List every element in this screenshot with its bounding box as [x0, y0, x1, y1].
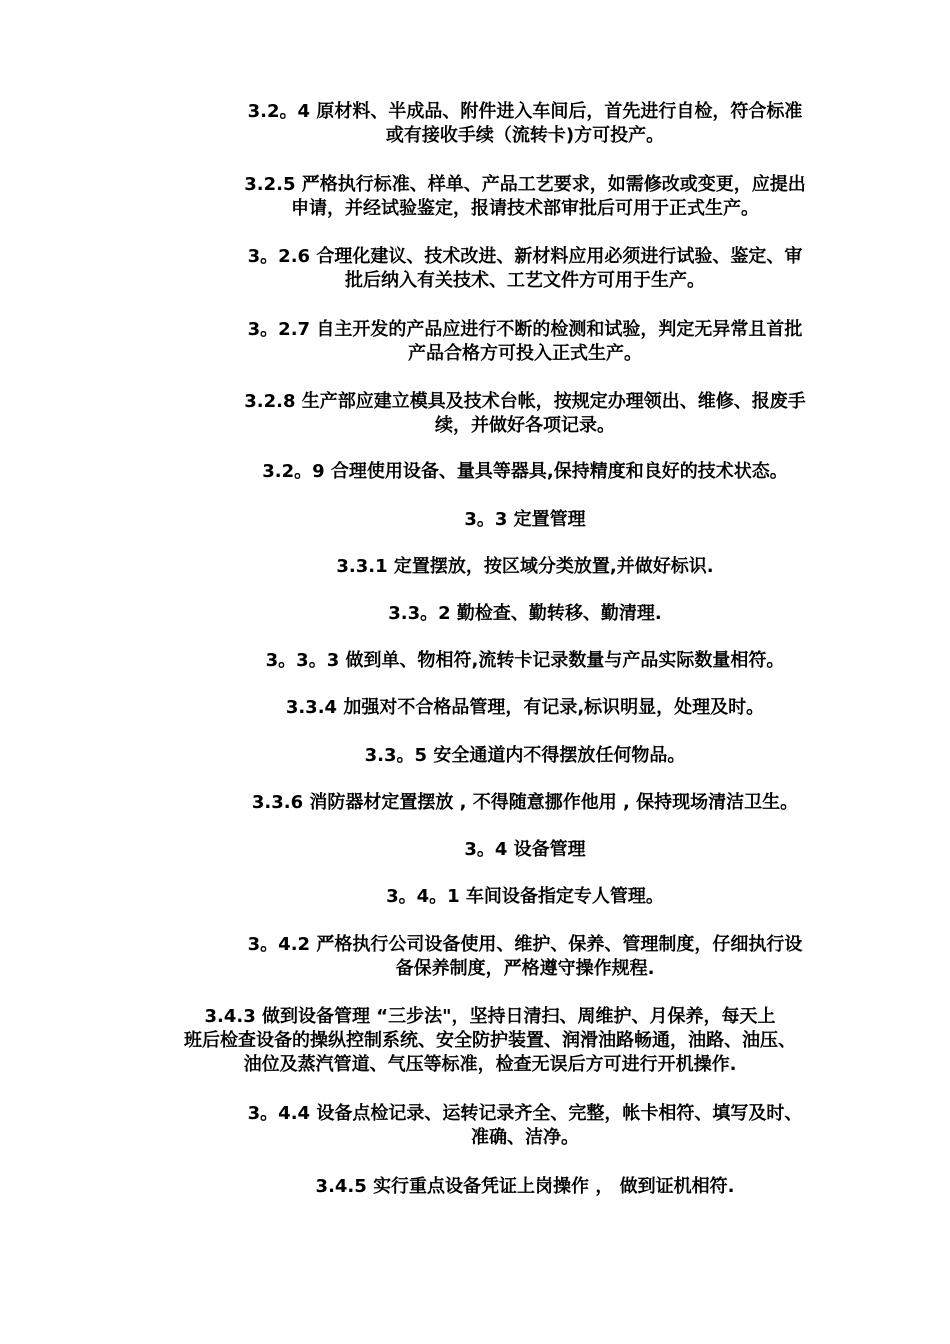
text-line: 申请，并经试验鉴定，报请技术部审批后可用于正式生产。 [291, 198, 759, 219]
text-line: 3。2.6 合理化建议、技术改进、新材料应用必须进行试验、鉴定、审 [247, 246, 803, 267]
text-line: 3.3.6 消防器材定置摆放 , 不得随意挪作他用 , 保持现场清洁卫生。 [251, 792, 799, 813]
paragraph-3-3-6 [180, 791, 870, 815]
paragraph-3-3-5 [180, 744, 870, 768]
paragraph-3-2-9 [180, 460, 870, 484]
text-line: 班后检查设备的操纵控制系统、安全防护装置、润滑油路畅通，油路、油压、 [184, 1030, 796, 1051]
paragraph-3-4-5 [180, 1175, 870, 1199]
paragraph-3-3-4 [180, 696, 870, 720]
paragraph-3-4-4 [180, 1102, 870, 1150]
paragraph-3-4-2 [180, 933, 870, 981]
section-heading-3-3 [180, 508, 870, 532]
paragraph-3-2-8 [180, 390, 870, 438]
section-heading-3-4 [180, 838, 870, 862]
text-line: 产品合格方可投入正式生产。 [408, 343, 642, 364]
text-line: 3。4 设备管理 [464, 839, 586, 860]
text-line: 3。4.4 设备点检记录、运转记录齐全、完整，帐卡相符、填写及时、 [247, 1103, 803, 1124]
text-line: 3。3 定置管理 [464, 509, 586, 530]
text-line: 油位及蒸汽管道、气压等标准，检查无误后方可进行开机操作. [243, 1054, 737, 1075]
text-line: 或有接收手续（流转卡)方可投产。 [385, 125, 665, 146]
paragraph-3-3-3 [180, 649, 870, 673]
text-line: 3。4。1 车间设备指定专人管理。 [386, 886, 664, 907]
text-line: 3。4.2 严格执行公司设备使用、维护、保养、管理制度，仔细执行设 [247, 934, 803, 955]
paragraph-3-4-1 [180, 885, 870, 909]
text-line: 3.3。5 安全通道内不得摆放任何物品。 [364, 745, 686, 766]
text-line: 3.4.3 做到设备管理 “三步法"，坚持日清扫、周维护、月保养，每天上 [204, 1006, 776, 1027]
text-line: 准确、洁净。 [471, 1127, 579, 1148]
text-line: 批后纳入有关技术、工艺文件方可用于生产。 [345, 270, 705, 291]
paragraph-3-2-5 [180, 173, 870, 221]
text-line: 3。2.7 自主开发的产品应进行不断的检测和试验，判定无异常且首批 [247, 319, 803, 340]
paragraph-3-2-7 [180, 318, 870, 366]
paragraph-3-4-3 [100, 1005, 880, 1077]
text-line: 3.2.5 严格执行标准、样单、产品工艺要求，如需修改或变更，应提出 [244, 174, 806, 195]
text-line: 3。3。3 做到单、物相符,流转卡记录数量与产品实际数量相符。 [265, 650, 785, 671]
text-line: 3.2。4 原材料、半成品、附件进入车间后，首先进行自检，符合标准 [247, 101, 803, 122]
text-line: 3.4.5 实行重点设备凭证上岗操作 ， 做到证机相符. [315, 1176, 735, 1197]
text-line: 3.3。2 勤检查、勤转移、勤清理. [388, 603, 662, 624]
paragraph-3-2-4 [180, 100, 870, 148]
text-line: 3.3.4 加强对不合格品管理，有记录,标识明显，处理及时。 [285, 697, 765, 718]
paragraph-3-3-1 [180, 555, 870, 579]
paragraph-3-2-6 [180, 245, 870, 293]
text-line: 3.3.1 定置摆放，按区域分类放置,并做好标识. [336, 556, 714, 577]
text-line: 续，并做好各项记录。 [435, 415, 615, 436]
paragraph-3-3-2 [180, 602, 870, 626]
text-line: 备保养制度，严格遵守操作规程. [395, 958, 655, 979]
text-line: 3.2.8 生产部应建立模具及技术台帐，按规定办理领出、维修、报废手 [244, 391, 806, 412]
text-line: 3.2。9 合理使用设备、量具等器具,保持精度和良好的技术状态。 [262, 461, 788, 482]
